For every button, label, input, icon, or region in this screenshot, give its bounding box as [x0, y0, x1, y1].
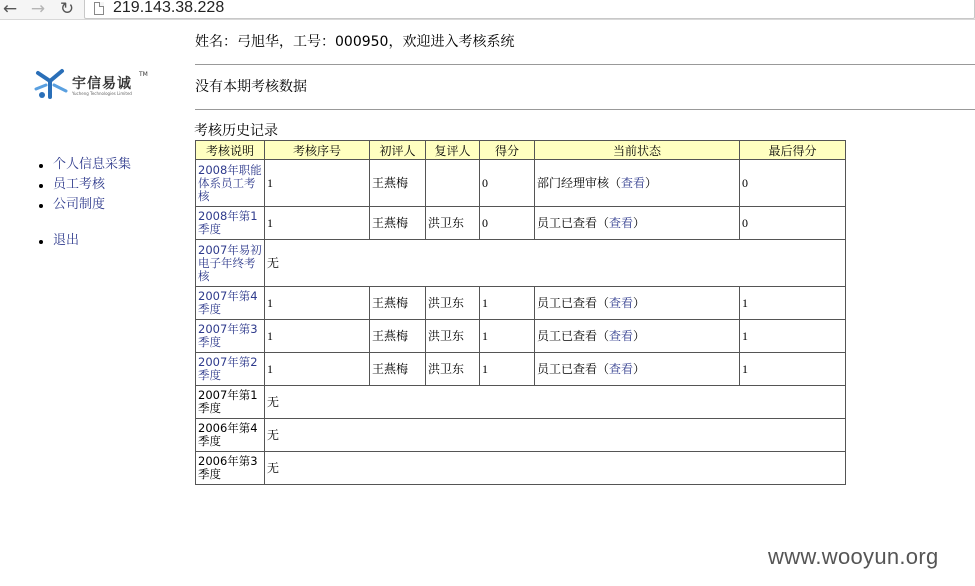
- status-text: 员工已查看: [537, 328, 598, 343]
- cell-score: 0: [480, 207, 535, 240]
- cell-status: 部门经理审核（查看）: [535, 160, 740, 207]
- cell-first: 王燕梅: [370, 160, 426, 207]
- table-row: [196, 160, 846, 207]
- cell-seq: 1: [265, 207, 370, 240]
- back-arrow-icon[interactable]: ←: [2, 0, 18, 19]
- table-row: [196, 287, 846, 320]
- logo-subtitle: Yucheng Technologies Limited: [72, 91, 132, 96]
- menu-link-policy[interactable]: 公司制度: [53, 197, 106, 212]
- cell-status: 员工已查看（查看）: [535, 353, 740, 386]
- no-data-message: 没有本期考核数据: [195, 79, 307, 95]
- cell-none: 无: [265, 386, 846, 419]
- desc-link[interactable]: 2008年职能体系员工考核: [198, 162, 262, 203]
- desc-link[interactable]: 2007年易初电子年终考核: [198, 242, 262, 283]
- menu-link-review[interactable]: 员工考核: [53, 177, 106, 192]
- cell-second: 洪卫东: [426, 320, 480, 353]
- desc-text: 2006年第4季度: [198, 421, 258, 448]
- history-table: [195, 140, 846, 485]
- company-logo: [32, 67, 162, 103]
- divider: [195, 64, 975, 65]
- menu-item-info[interactable]: [38, 155, 131, 175]
- cell-desc: [196, 419, 265, 452]
- sidebar-menu: [38, 155, 131, 251]
- desc-link[interactable]: 2007年第2季度: [198, 355, 258, 382]
- cell-seq: 1: [265, 320, 370, 353]
- desc-text: 2007年第1季度: [198, 388, 258, 415]
- col-header-status: 当前状态: [535, 141, 740, 160]
- cell-desc: [196, 386, 265, 419]
- cell-none: 无: [265, 240, 846, 287]
- table-row: [196, 353, 846, 386]
- view-link[interactable]: 查看: [609, 361, 634, 376]
- cell-desc[interactable]: [196, 207, 265, 240]
- cell-final: 1: [740, 353, 846, 386]
- col-header-first: 初评人: [370, 141, 426, 160]
- cell-status: 员工已查看（查看）: [535, 320, 740, 353]
- view-link[interactable]: 查看: [609, 295, 634, 310]
- menu-item-policy[interactable]: [38, 195, 131, 215]
- cell-seq: 1: [265, 353, 370, 386]
- logo-name: 宇信易诚: [72, 76, 132, 92]
- cell-desc[interactable]: [196, 353, 265, 386]
- divider: [195, 109, 975, 110]
- reload-icon[interactable]: ↻: [59, 0, 75, 19]
- view-link[interactable]: 查看: [609, 328, 634, 343]
- col-header-seq: 考核序号: [265, 141, 370, 160]
- table-row: [196, 207, 846, 240]
- view-link[interactable]: 查看: [609, 215, 634, 230]
- col-header-score: 得分: [480, 141, 535, 160]
- table-row: [196, 452, 846, 485]
- cell-seq: 1: [265, 287, 370, 320]
- cell-desc[interactable]: [196, 240, 265, 287]
- menu-item-logout[interactable]: [38, 231, 131, 251]
- desc-link[interactable]: 2007年第4季度: [198, 289, 258, 316]
- url-text[interactable]: 219.143.38.228: [113, 0, 225, 16]
- history-title: 考核历史记录: [194, 123, 278, 139]
- logo-mark-icon: [32, 67, 70, 101]
- cell-second: 洪卫东: [426, 287, 480, 320]
- desc-text: 2006年第3季度: [198, 454, 258, 481]
- cell-first: 王燕梅: [370, 207, 426, 240]
- cell-second: [426, 160, 480, 207]
- status-text: 员工已查看: [537, 295, 598, 310]
- welcome-text: 姓名：弓旭华，工号：000950，欢迎进入考核系统: [195, 34, 515, 50]
- status-text: 员工已查看: [537, 361, 598, 376]
- desc-link[interactable]: 2007年第3季度: [198, 322, 258, 349]
- desc-link[interactable]: 2008年第1季度: [198, 209, 258, 236]
- cell-score: 1: [480, 287, 535, 320]
- cell-final: 1: [740, 287, 846, 320]
- menu-link-info[interactable]: 个人信息采集: [53, 157, 132, 172]
- menu-item-review[interactable]: [38, 175, 131, 195]
- col-header-final: 最后得分: [740, 141, 846, 160]
- cell-seq: 1: [265, 160, 370, 207]
- logo-trademark: TM: [139, 71, 148, 78]
- cell-second: 洪卫东: [426, 207, 480, 240]
- table-row: [196, 419, 846, 452]
- table-row: [196, 386, 846, 419]
- page-icon: [94, 2, 104, 15]
- cell-score: 0: [480, 160, 535, 207]
- menu-link-logout[interactable]: 退出: [53, 233, 80, 248]
- table-row: [196, 320, 846, 353]
- forward-arrow-icon[interactable]: →: [30, 0, 46, 19]
- cell-none: 无: [265, 452, 846, 485]
- status-text: 员工已查看: [537, 215, 598, 230]
- col-header-second: 复评人: [426, 141, 480, 160]
- cell-final: 1: [740, 320, 846, 353]
- cell-desc: [196, 452, 265, 485]
- cell-none: 无: [265, 419, 846, 452]
- cell-score: 1: [480, 353, 535, 386]
- table-row: [196, 240, 846, 287]
- cell-status: 员工已查看（查看）: [535, 207, 740, 240]
- address-bar[interactable]: [84, 0, 975, 19]
- cell-score: 1: [480, 320, 535, 353]
- col-header-desc: 考核说明: [196, 141, 265, 160]
- browser-toolbar: [0, 0, 975, 20]
- cell-desc[interactable]: [196, 160, 265, 207]
- cell-desc[interactable]: [196, 320, 265, 353]
- cell-final: 0: [740, 160, 846, 207]
- watermark: www.wooyun.org: [768, 544, 939, 569]
- view-link[interactable]: 查看: [621, 175, 646, 190]
- cell-first: 王燕梅: [370, 287, 426, 320]
- cell-final: 0: [740, 207, 846, 240]
- status-text: 部门经理审核: [537, 175, 610, 190]
- table-header-row: [196, 141, 846, 160]
- cell-first: 王燕梅: [370, 353, 426, 386]
- cell-desc[interactable]: [196, 287, 265, 320]
- cell-second: 洪卫东: [426, 353, 480, 386]
- cell-status: 员工已查看（查看）: [535, 287, 740, 320]
- cell-first: 王燕梅: [370, 320, 426, 353]
